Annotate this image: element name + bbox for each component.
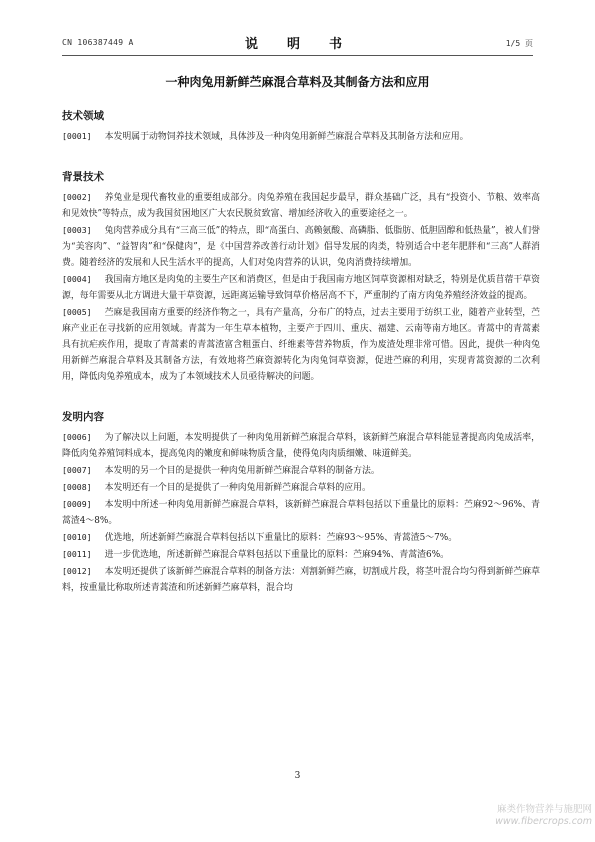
document-title: 一种肉兔用新鲜苎麻混合草料及其制备方法和应用: [165, 75, 430, 89]
paragraph-number: [0011]: [62, 549, 92, 559]
paragraph-number: [0007]: [62, 465, 92, 475]
paragraph-number: [0009]: [62, 499, 92, 509]
section-invention-content: [62, 409, 540, 596]
paragraph: [62, 546, 540, 563]
section-heading: 背景技术: [62, 171, 104, 183]
header-rule: [62, 55, 533, 56]
paragraph-text: 本发明的另一个目的是提供一种肉兔用新鲜苎麻混合草料的制备方法。: [104, 466, 380, 476]
header-doc-type: 说 明 书: [244, 37, 350, 52]
section-heading: 技术领域: [62, 110, 104, 122]
paragraph-text: 本发明还提供了该新鲜苎麻混合草料的制备方法：刈割新鲜苎麻，切割成片段，将茎叶混合均匀得到新鲜苎麻草料，按重量比称取所述青蒿渣和所述新鲜苎麻草料，混合均: [62, 567, 540, 593]
section-background: [62, 169, 540, 385]
paragraph-number: [0005]: [62, 307, 92, 317]
paragraph: [62, 529, 540, 546]
paragraph-number: [0004]: [62, 274, 92, 284]
paragraph: [62, 563, 540, 596]
paragraph-number: [0002]: [62, 192, 92, 202]
paragraph-text: 本发明属于动物饲养技术领域，具体涉及一种肉兔用新鲜苎麻混合草料及其制备方法和应用。: [104, 132, 469, 142]
paragraph-number: [0008]: [62, 482, 92, 492]
paragraph-number: [0001]: [62, 131, 92, 141]
paragraph-number: [0012]: [62, 566, 92, 576]
paragraph-text: 为了解决以上问题，本发明提供了一种肉兔用新鲜苎麻混合草料，该新鲜苎麻混合草料能显著提高肉兔成活率，降低肉兔养殖饲料成本，提高兔肉的嫩度和鲜味物质含量，使得兔肉肉质细嫩、味道鲜美。: [62, 433, 540, 459]
paragraph-text: 进一步优选地，所述新鲜苎麻混合草料包括以下重量比的原料：苎麻94%、青蒿渣6%。: [104, 550, 450, 560]
paragraph-text: 优选地，所述新鲜苎麻混合草料包括以下重量比的原料：苎麻93～95%、青蒿渣5～7%。: [104, 533, 458, 543]
paragraph: [62, 128, 540, 145]
watermark: [472, 804, 592, 828]
paragraph: [62, 222, 540, 271]
paragraph-text: 养兔业是现代畜牧业的重要组成部分。肉兔养殖在我国起步最早，群众基础广泛，具有“投资小、节粮、效率高和见效快”等特点，成为我国贫困地区广大农民脱贫致富、增加经济收入的重要途径之一。: [62, 193, 540, 219]
paragraph: [62, 496, 540, 529]
paragraph: [62, 462, 540, 479]
section-heading: 发明内容: [62, 411, 104, 423]
paragraph-text: 本发明中所述一种肉兔用新鲜苎麻混合草料，该新鲜苎麻混合草料包括以下重量比的原料：苎麻92～96%、青蒿渣4～8%。: [62, 500, 540, 526]
paragraph-text: 苎麻是我国南方重要的经济作物之一，具有产量高，分布广的特点，过去主要用于纺织工业，随着产业转型，苎麻产业正在寻找新的应用领域。青蒿为一年生草本植物，主要产于四川、重庆、福建、云南等南方地区。青蒿中的青蒿素具有抗疟疾作用，提取了青蒿素的青蒿渣富含粗蛋白、纤维素等营养物质，作为废渣处理非常可惜。因此，提供一种肉兔用新鲜苎麻混合草料及其制备方法，有效地将苎麻资源转化为肉兔饲草资源，促进苎麻的利用，实现青蒿资源的二次利用，降低肉兔养殖成本，成为了本领域技术人员亟待解决的问题。: [62, 308, 540, 382]
paragraph-number: [0006]: [62, 432, 92, 442]
paragraph-text: 兔肉营养成分具有“三高三低”的特点，即“高蛋白、高赖氨酸、高磷脂、低脂肪、低胆固醇和低热量”，被人们誉为“美容肉”、“益智肉”和“保健肉”，是《中国营养改善行动计划》倡导发展的肉类，特别适合中老年肥胖和“三高”人群消费。随着经济的发展和人民生活水平的提高，人们对兔肉营养的认识，兔肉消费持续增加。: [62, 226, 540, 268]
paragraph-text: 本发明还有一个目的是提供了一种肉兔用新鲜苎麻混合草料的应用。: [104, 483, 371, 493]
header-doc-number: CN 106387449 A: [62, 38, 134, 47]
paragraph: [62, 479, 540, 496]
section-technical-field: [62, 108, 540, 145]
document-body: [62, 100, 540, 596]
paragraph: [62, 189, 540, 222]
watermark-line-1: 麻类作物营养与施肥网: [496, 804, 592, 815]
watermark-line-2: www.fibercrops.com: [495, 816, 592, 827]
page-number: 3: [294, 771, 301, 781]
paragraph-number: [0010]: [62, 532, 92, 542]
paragraph: [62, 271, 540, 304]
paragraph-text: 我国南方地区是肉兔的主要生产区和消费区，但是由于我国南方地区饲草资源相对缺乏，特别是优质苜蓿干草资源，每年需要从北方调进大量干草资源，远距离运输导致饲草价格居高不下，严重制约了南方肉兔养殖经济效益的提高。: [62, 275, 540, 301]
paragraph-number: [0003]: [62, 225, 92, 235]
paragraph: [62, 304, 540, 385]
header-page-indicator: 1/5 页: [505, 39, 533, 48]
paragraph: [62, 429, 540, 462]
